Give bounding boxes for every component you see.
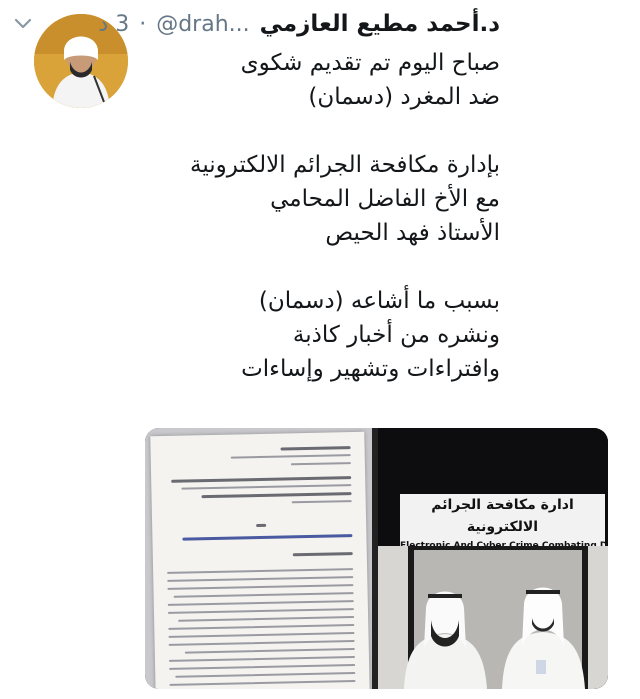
tweet-line: وافتراءات وتشهير وإساءات (241, 356, 500, 382)
document-sheet (150, 432, 369, 689)
tweet-line: ضد المغرد (دسمان) (308, 84, 500, 110)
person-left (398, 578, 493, 689)
timestamp[interactable]: 3 د (98, 11, 130, 37)
separator-dot: · (139, 11, 147, 37)
tweet-media[interactable] (145, 428, 608, 689)
tweet-header (10, 6, 500, 42)
tweet-line: الأستاذ فهد الحيص (325, 220, 500, 246)
tweet-text (20, 46, 500, 386)
display-name[interactable]: د.أحمد مطيع العازمي (259, 11, 500, 37)
tweet-line: بسبب ما أشاعه (دسمان) (258, 288, 500, 314)
sign-arabic-text: ادارة مكافحة الجرائم الالكترونية (431, 497, 574, 535)
tweet-line: صباح اليوم تم تقديم شكوى (240, 50, 500, 76)
cybercrime-office-photo[interactable] (378, 428, 608, 689)
tweet-line-blank (20, 250, 500, 284)
tweet-line: مع الأخ الفاضل المحامي (270, 186, 500, 212)
complaint-document-photo[interactable] (145, 428, 372, 689)
user-handle[interactable]: @drah... (156, 11, 250, 37)
tweet-line-blank (20, 114, 500, 148)
tweet-line: بإدارة مكافحة الجرائم الالكترونية (190, 152, 500, 178)
person-right (496, 572, 591, 689)
department-sign (400, 494, 605, 546)
chevron-down-icon[interactable] (10, 11, 36, 37)
tweet-line: ونشره من أخبار كاذبة (292, 322, 500, 348)
